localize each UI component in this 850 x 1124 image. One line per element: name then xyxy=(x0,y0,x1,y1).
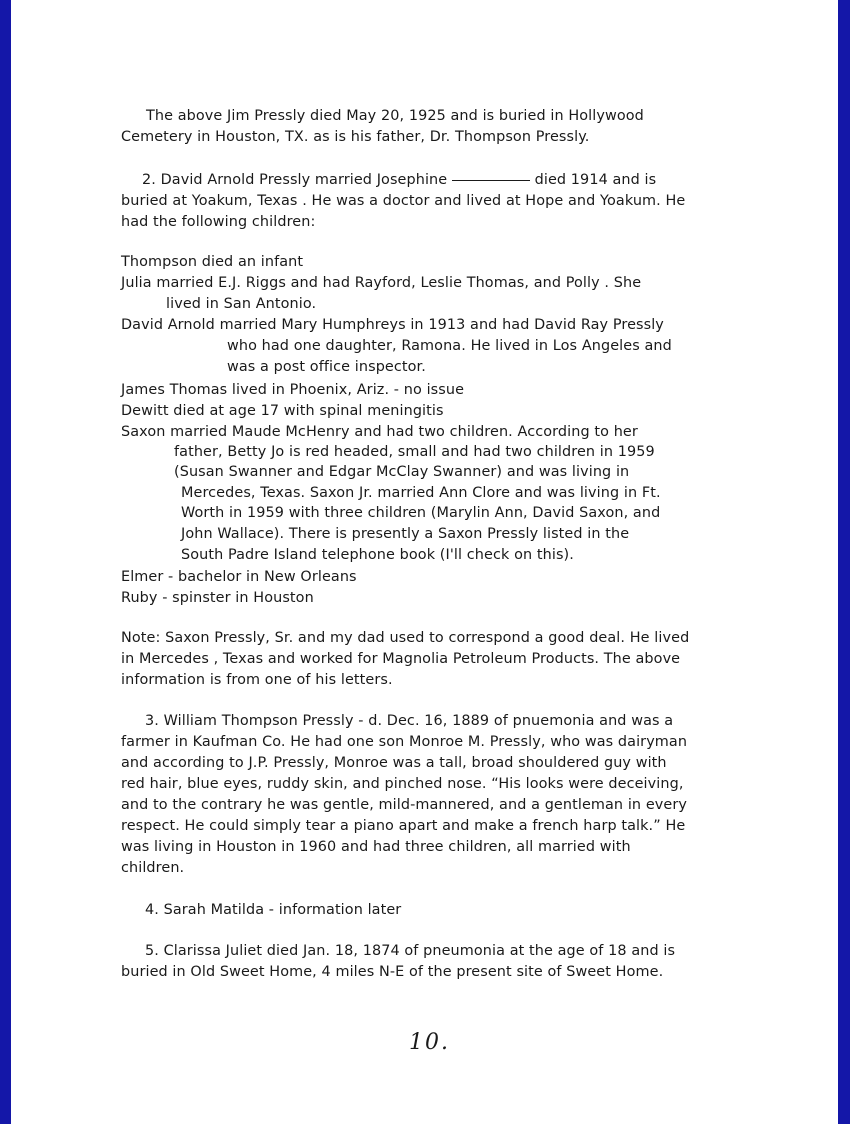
child-entry: Elmer - bachelor in New Orleans xyxy=(121,569,357,585)
paragraph-3-line: respect. He could simply tear a piano apart and make a french harp talk.” He xyxy=(121,818,686,834)
note-line-2: in Mercedes , Texas and worked for Magnolia Petroleum Products. The above xyxy=(121,651,681,667)
child-entry: James Thomas lived in Phoenix, Ariz. - no issue xyxy=(121,382,465,398)
child-entry-continuation: Worth in 1959 with three children (Marylin Ann, David Saxon, and xyxy=(181,505,661,521)
child-entry-continuation: (Susan Swanner and Edgar McClay Swanner) and was living in xyxy=(174,464,630,480)
paragraph-3-line: farmer in Kaufman Co. He had one son Monroe M. Pressly, who was dairyman xyxy=(121,734,688,750)
paragraph-3-line: red hair, blue eyes, ruddy skin, and pinched nose. “His looks were deceiving, xyxy=(121,776,684,792)
paragraph-3-line: and to the contrary he was gentle, mild-mannered, and a gentleman in every xyxy=(121,797,687,813)
paragraph-2-end: died 1914 and is xyxy=(534,172,657,188)
paragraph-3-line: and according to J.P. Pressly, Monroe was a tall, broad shouldered guy with xyxy=(121,755,667,771)
paragraph-2-start: 2. David Arnold Pressly married Josephine xyxy=(142,172,448,188)
note-line-3: information is from one of his letters. xyxy=(121,672,393,688)
paragraph-3-line: was living in Houston in 1960 and had three children, all married with xyxy=(121,839,631,855)
child-entry: Dewitt died at age 17 with spinal meningitis xyxy=(121,403,444,419)
paragraph-4: 4. Sarah Matilda - information later xyxy=(145,902,402,918)
page-number: 10. xyxy=(409,1030,450,1055)
document-page xyxy=(11,0,838,1124)
child-entry: Ruby - spinster in Houston xyxy=(121,590,314,606)
paragraph-2-line-2: buried at Yoakum, Texas . He was a doctor and lived at Hope and Yoakum. He xyxy=(121,193,686,209)
paragraph-5-line-2: buried in Old Sweet Home, 4 miles N-E of the present site of Sweet Home. xyxy=(121,964,664,980)
child-entry: David Arnold married Mary Humphreys in 1913 and had David Ray Pressly xyxy=(121,317,664,333)
child-entry-continuation: who had one daughter, Ramona. He lived in Los Angeles and xyxy=(227,338,672,354)
child-entry: Saxon married Maude McHenry and had two children. According to her xyxy=(121,424,638,440)
paragraph-3-line: 3. William Thompson Pressly - d. Dec. 16, 1889 of pnuemonia and was a xyxy=(145,713,674,729)
child-entry-continuation: John Wallace). There is presently a Saxon Pressly listed in the xyxy=(181,526,630,542)
note-line-1: Note: Saxon Pressly, Sr. and my dad used to correspond a good deal. He lived xyxy=(121,630,690,646)
paragraph-1-line-1: The above Jim Pressly died May 20, 1925 and is buried in Hollywood xyxy=(146,108,644,124)
child-entry-continuation: South Padre Island telephone book (I'll check on this). xyxy=(181,547,574,563)
paragraph-1-line-2: Cemetery in Houston, TX. as is his father, Dr. Thompson Pressly. xyxy=(121,129,590,145)
child-entry-continuation: father, Betty Jo is red headed, small and had two children in 1959 xyxy=(174,444,655,460)
paragraph-5-line-1: 5. Clarissa Juliet died Jan. 18, 1874 of pneumonia at the age of 18 and is xyxy=(145,943,676,959)
child-entry-continuation: Mercedes, Texas. Saxon Jr. married Ann Clore and was living in Ft. xyxy=(181,485,661,501)
paragraph-3-line: children. xyxy=(121,860,185,876)
child-entry-continuation: lived in San Antonio. xyxy=(166,296,317,312)
child-entry-continuation: was a post office inspector. xyxy=(227,359,426,375)
left-border xyxy=(0,0,11,1124)
blank-line xyxy=(452,179,530,181)
child-entry: Julia married E.J. Riggs and had Rayford, Leslie Thomas, and Polly . She xyxy=(121,275,642,291)
paragraph-2-line-3: had the following children: xyxy=(121,214,316,230)
paragraph-2-line-1 xyxy=(142,170,656,190)
right-border xyxy=(838,0,850,1124)
child-entry: Thompson died an infant xyxy=(121,254,304,270)
